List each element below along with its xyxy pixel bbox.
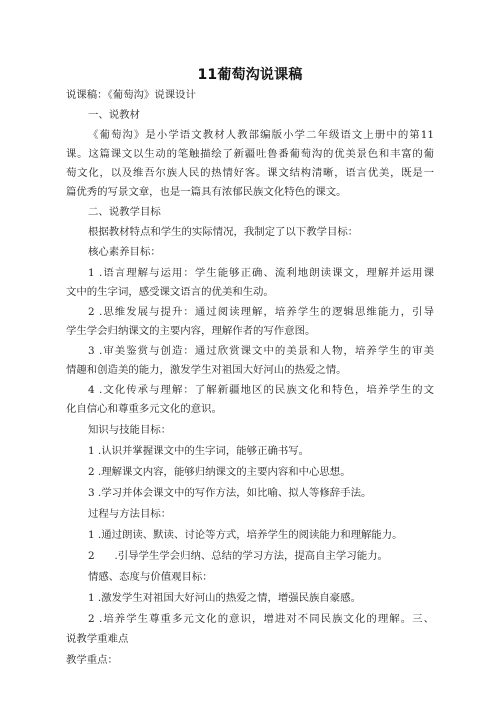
paragraph-line: 根据教材特点和学生的实际情况，我制定了以下教学目标： [88,226,359,238]
list-item: 1 .激发学生对祖国大好河山的热爱之情，增强民族自豪感。 [88,592,361,604]
list-item-continuation: 文中的生字词，感受课文语言的优美和生动。 [66,286,274,298]
list-item: 1 .通过朗读、默读、讨论等方式，培养学生的阅读能力和理解能力。 [88,529,403,541]
list-item: 2 .理解课文内容，能够归纳课文的主要内容和中心思想。 [88,466,351,478]
paragraph-line: 萄文化，以及维吾尔族人民的热情好客。课文结构清晰，语言优美，既是一 [66,167,434,179]
subheading: 核心素养目标： [88,246,161,258]
list-item: 1 .认识并掌握课文中的生字词，能够正确书写。 [88,445,310,457]
document-title: 11葡萄沟说课稿 [197,67,303,83]
list-item: 3 .审美鉴赏与创造：通过欣赏课文中的美景和人物，培养学生的审美 [88,345,434,357]
list-item: 2 .引导学生学会归纳、总结的学习方法，提高自主学习能力。 [88,550,388,562]
paragraph-line: 课。这篇课文以生动的笔触描绘了新疆吐鲁番葡萄沟的优美景色和丰富的葡 [66,148,434,160]
section-heading: 一、说教材 [88,109,140,121]
list-item: 2 .培养学生尊重多元文化的意识，增进对不同民族文化的理解。三、 [88,613,434,625]
subheading: 知识与技能目标： [88,424,172,436]
list-item: 3 .学习并体会课文中的写作方法，如比喻、拟人等修辞手法。 [88,487,372,499]
section-heading: 说教学重难点 [66,633,129,645]
subheading: 教学重点： [66,654,118,666]
subtitle-line: 说课稿：《葡萄沟》说课设计 [66,89,196,101]
list-item-continuation: 化自信心和尊重多元文化的意识。 [66,403,222,415]
list-item: 2 .思维发展与提升：通过阅读理解，培养学生的逻辑思维能力，引导 [88,306,434,318]
paragraph-line: 《葡萄沟》是小学语文教材人教部编版小学二年级语文上册中的第11 [88,129,434,141]
paragraph-line: 篇优秀的写景文章，也是一篇具有浓郁民族文化特色的课文。 [66,186,347,198]
section-heading: 二、说教学目标 [88,206,161,218]
subheading: 情感、态度与价值观目标： [88,571,213,583]
list-item-continuation: 情趣和创造美的能力，激发学生对祖国大好河山的热爱之情。 [66,364,347,376]
subheading: 过程与方法目标： [88,508,172,520]
list-item: 1 .语言理解与运用：学生能够正确、流利地朗读课文，理解并运用课 [88,267,434,279]
list-item: 4 .文化传承与理解：了解新疆地区的民族文化和特色，培养学生的文 [88,384,434,396]
list-item-continuation: 学生学会归纳课文的主要内容，理解作者的写作意图。 [66,325,316,337]
